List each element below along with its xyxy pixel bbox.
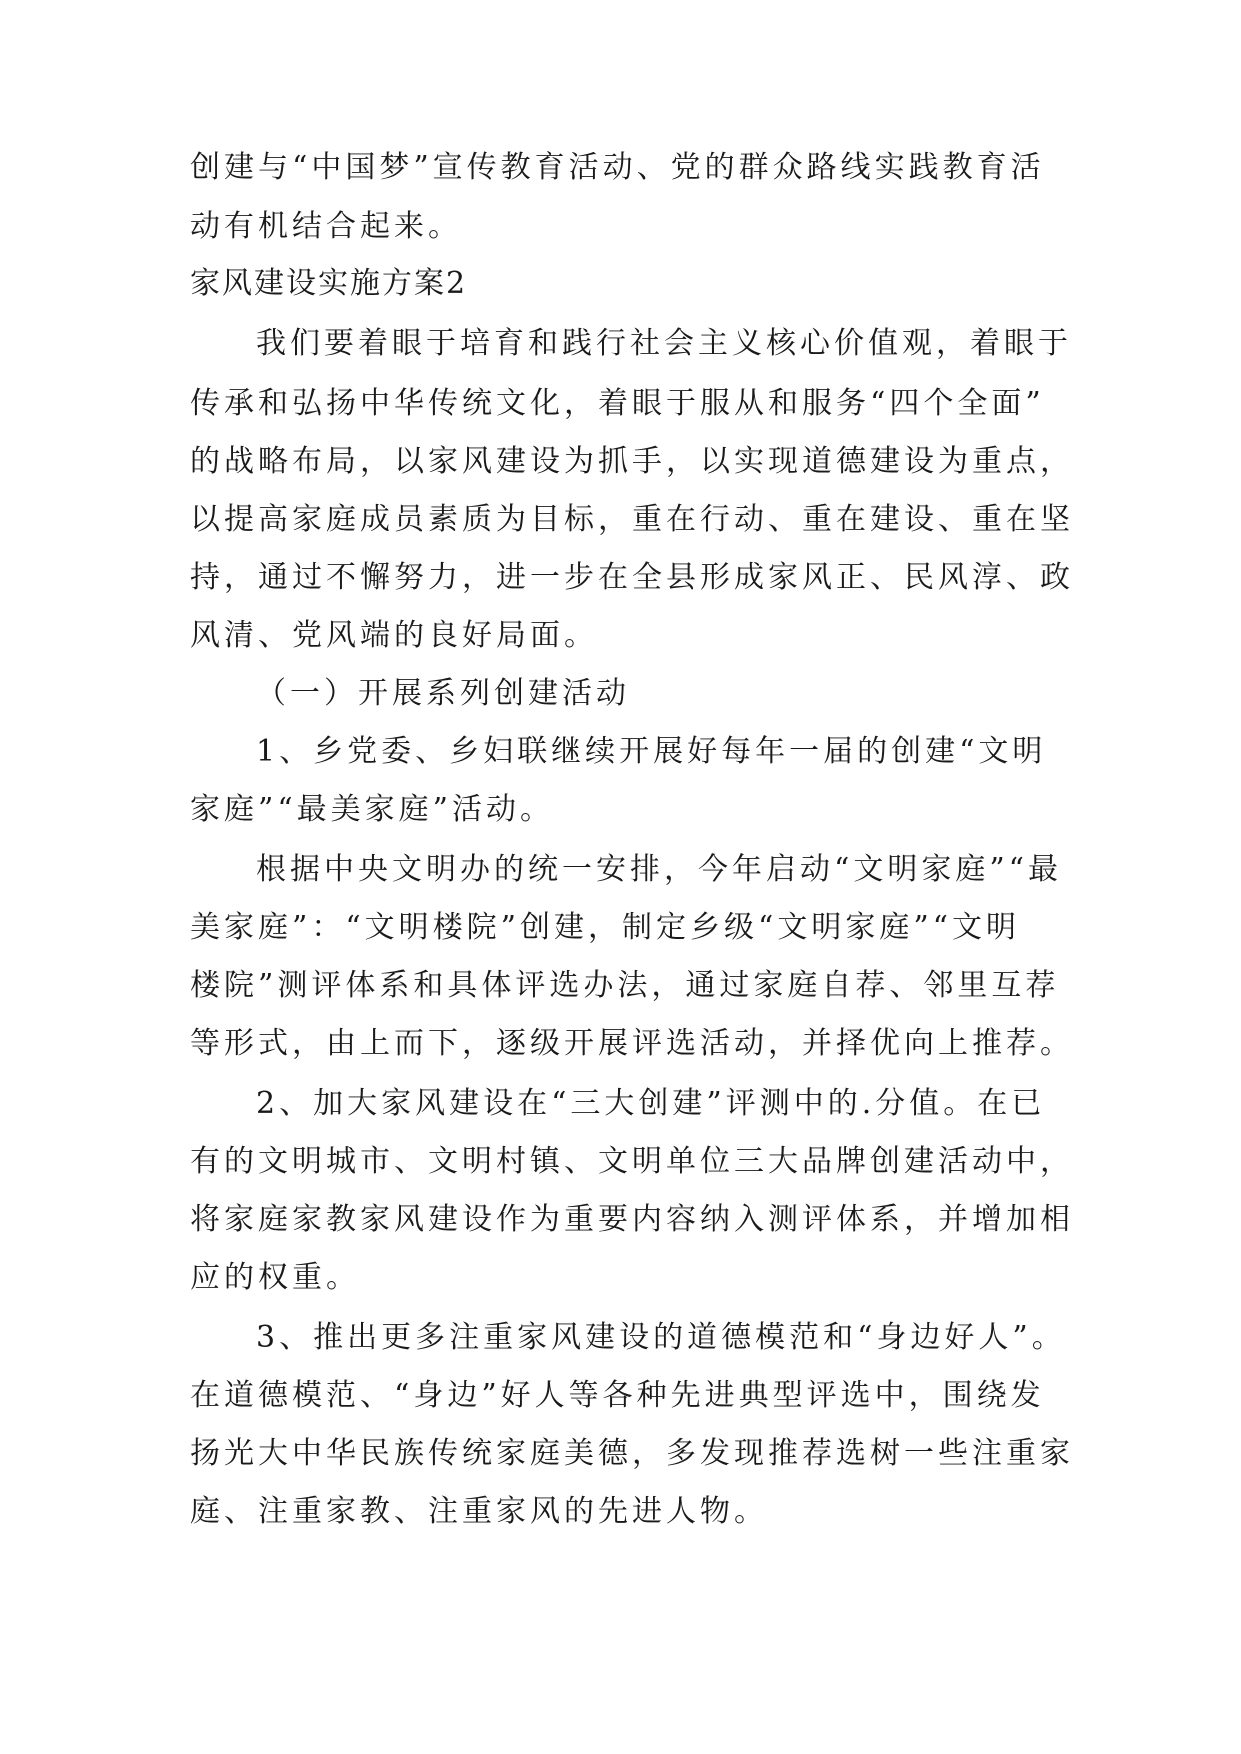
body-line: 将家庭家教家风建设作为重要内容纳入测评体系，并增加相 (190, 1202, 1074, 1237)
body-line: 扬光大中华民族传统家庭美德，多发现推荐选树一些注重家 (190, 1436, 1074, 1471)
subsection-heading: （一）开展系列创建活动 (256, 676, 630, 711)
body-line: 楼院”测评体系和具体评选办法，通过家庭自荐、邻里互荐 (190, 968, 1060, 1003)
body-line: 家庭”“最美家庭”活动。 (190, 792, 555, 827)
body-line: 我们要着眼于培育和践行社会主义核心价值观，着眼于 (256, 326, 1072, 361)
section-heading: 家风建设实施方案2 (190, 266, 468, 301)
body-line: 1、乡党委、乡妇联继续开展好每年一届的创建“文明 (256, 734, 1047, 769)
body-line: 庭、注重家教、注重家风的先进人物。 (190, 1494, 768, 1529)
body-line: 等形式，由上而下，逐级开展评选活动，并择优向上推荐。 (190, 1026, 1074, 1061)
body-line: 以提高家庭成员素质为目标，重在行动、重在建设、重在坚 (190, 502, 1074, 537)
body-line: 美家庭”：“文明楼院”创建，制定乡级“文明家庭”“文明 (190, 910, 1021, 945)
body-line: 3、推出更多注重家风建设的道德模范和“身边好人”。 (256, 1320, 1066, 1355)
body-line: 持，通过不懈努力，进一步在全县形成家风正、民风淳、政 (190, 560, 1074, 595)
body-line: 有的文明城市、文明村镇、文明单位三大品牌创建活动中， (190, 1144, 1074, 1179)
body-line: 的战略布局，以家风建设为抓手，以实现道德建设为重点， (190, 444, 1074, 479)
body-line: 在道德模范、“身边”好人等各种先进典型评选中，围绕发 (190, 1378, 1045, 1413)
body-line: 动有机结合起来。 (190, 209, 462, 244)
body-line: 传承和弘扬中华传统文化，着眼于服从和服务“四个全面” (190, 386, 1045, 421)
body-line: 应的权重。 (190, 1260, 360, 1295)
body-line: 根据中央文明办的统一安排，今年启动“文明家庭”“最 (256, 852, 1063, 887)
body-line: 风清、党风端的良好局面。 (190, 618, 598, 653)
body-line: 2、加大家风建设在“三大创建”评测中的.分值。在已 (256, 1086, 1046, 1121)
body-line: 创建与“中国梦”宣传教育活动、党的群众路线实践教育活 (190, 150, 1045, 185)
